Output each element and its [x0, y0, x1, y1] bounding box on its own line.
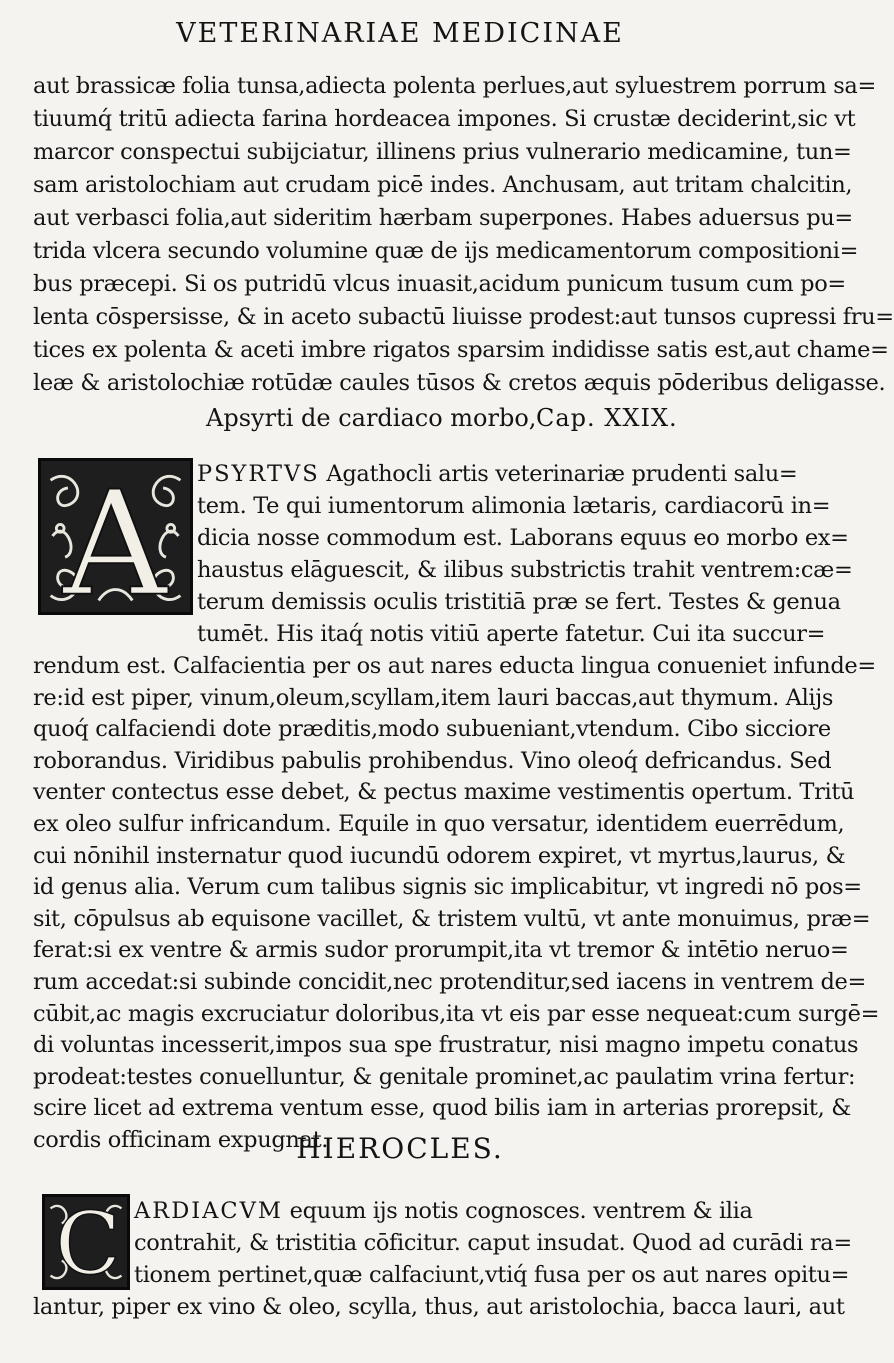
chapter-number: Cap. XXIX. — [536, 404, 678, 432]
text-line: dicia nosse commodum est. Laborans equus eo morbo ex= — [197, 525, 849, 551]
text-line: aut verbasci folia,aut sideritim hærbam superpones. Habes aduersus pu= — [33, 205, 853, 231]
text-line: leæ & aristolochiæ rotūdæ caules tūsos & cretos æquis pōderibus deligasse. — [33, 370, 886, 396]
opening-small-caps: ARDIACVM — [134, 1198, 283, 1224]
running-head: VETERINARIAE MEDICINAE — [176, 18, 624, 49]
text-line: cūbit,ac magis excruciatur doloribus,ita vt eis par esse nequeat:cum surgē= — [33, 1000, 880, 1027]
chapter-heading — [206, 404, 716, 432]
opening-rest: equum ijs notis cognosces. ventrem & ilia — [282, 1198, 753, 1224]
text-line: cordis officinam expugnat. — [33, 1127, 329, 1153]
text-line: trida vlcera secundo volumine quæ de ijs medicamentorum compositioni= — [33, 238, 859, 264]
text-line: prodeat:testes conuelluntur, & genitale prominet,ac paulatim vrina fertur: — [33, 1063, 856, 1090]
text-line: tem. Te qui iumentorum alimonia lætaris, cardiacorū in= — [197, 493, 831, 519]
text-line: ex oleo sulfur infricandum. Equile in quo versatur, identidem euerrēdum, — [33, 811, 845, 837]
text-line: contrahit, & tristitia cōficitur. caput insudat. Quod ad curādi ra= — [134, 1230, 852, 1256]
text-line: scire licet ad extrema ventum esse, quod bilis iam in arterias prorepsit, & — [33, 1095, 851, 1122]
text-line: lenta cōspersisse, & in aceto subactū liuisse prodest:aut tunsos cupressi fru= — [33, 304, 894, 330]
text-line: di voluntas incesserit,impos sua spe frustratur, nisi magno impetu conatus — [33, 1032, 859, 1059]
text-line — [197, 458, 797, 490]
section-heading: HIEROCLES. — [296, 1132, 504, 1165]
text-line: quoq́ calfaciendi dote præditis,modo subueniant,vtendum. Cibo sicciore — [33, 716, 831, 743]
opening-rest: Agathocli artis veterinariæ prudenti salu= — [319, 461, 798, 487]
text-line: re:id est piper, vinum,oleum,scyllam,item lauri baccas,aut thymum. Alijs — [33, 684, 834, 711]
text-line: terum demissis oculis tristitiā præ se fert. Testes & genua — [197, 589, 841, 615]
text-line: tumēt. His itaq́ notis vitiū aperte fatetur. Cui ita succur= — [197, 621, 826, 647]
text-line: rum accedat:si subinde concidit,nec protenditur,sed iacens in ventrem de= — [33, 969, 867, 995]
text-line: haustus elāguescit, & ilibus substrictis trahit ventrem:cæ= — [197, 557, 853, 583]
text-line: venter contectus esse debet, & pectus maxime vestimentis opertum. Tritū — [33, 779, 855, 806]
text-line: sam aristolochiam aut crudam picē indes. Anchusam, aut tritam chalcitin, — [33, 172, 853, 198]
text-line: id genus alia. Verum cum talibus signis sic implicabitur, vt ingredi nō pos= — [33, 874, 862, 901]
ornamental-initial-c — [42, 1194, 130, 1295]
text-line: rendum est. Calfacientia per os aut nares educta lingua conueniet infunde= — [33, 653, 876, 679]
text-line: cui nōnihil insternatur quod iucundū odorem expiret, vt myrtus,laurus, & — [33, 842, 846, 869]
text-line: tiuumq́ tritū adiecta farina hordeacea impones. Si crustæ deciderint,sic vt — [33, 106, 856, 132]
text-line: bus præcepi. Si os putridū vlcus inuasit,acidum punicum tusum cum po= — [33, 271, 846, 297]
foliage-ornament-icon — [45, 1194, 127, 1295]
text-line: sit, cōpulsus ab equisone vacillet, & tristem vultū, vt ante monuimus, præ= — [33, 905, 871, 932]
text-line: lantur, piper ex vino & oleo, scylla, thus, aut aristolochia, bacca lauri, aut — [33, 1294, 845, 1320]
text-line — [134, 1195, 753, 1227]
opening-small-caps: PSYRTVS — [197, 461, 320, 487]
foliage-ornament-icon — [41, 460, 190, 629]
text-line: ferat:si ex ventre & armis sudor prorumpit,ita vt tremor & intētio neruo= — [33, 937, 849, 964]
text-line: marcor conspectui subijciatur, illinens prius vulnerario medicamine, tun= — [33, 139, 852, 165]
text-line: roborandus. Viridibus pabulis prohibendus. Vino oleoq́ defricandus. Sed — [33, 747, 832, 774]
text-line: aut brassicæ folia tunsa,adiecta polenta perlues,aut syluestrem porrum sa= — [33, 73, 876, 99]
drop-cap-letter-a: A — [62, 460, 168, 629]
ornamental-initial-a — [38, 458, 193, 629]
chapter-title: Apsyrti de cardiaco morbo, — [206, 404, 537, 432]
text-line: tices ex polenta & aceti imbre rigatos sparsim indidisse satis est,aut chame= — [33, 337, 889, 363]
text-line: tionem pertinet,quæ calfaciunt,vtiq́ fusa per os aut nares opitu= — [134, 1262, 850, 1288]
drop-cap-letter-c: C — [55, 1194, 121, 1295]
